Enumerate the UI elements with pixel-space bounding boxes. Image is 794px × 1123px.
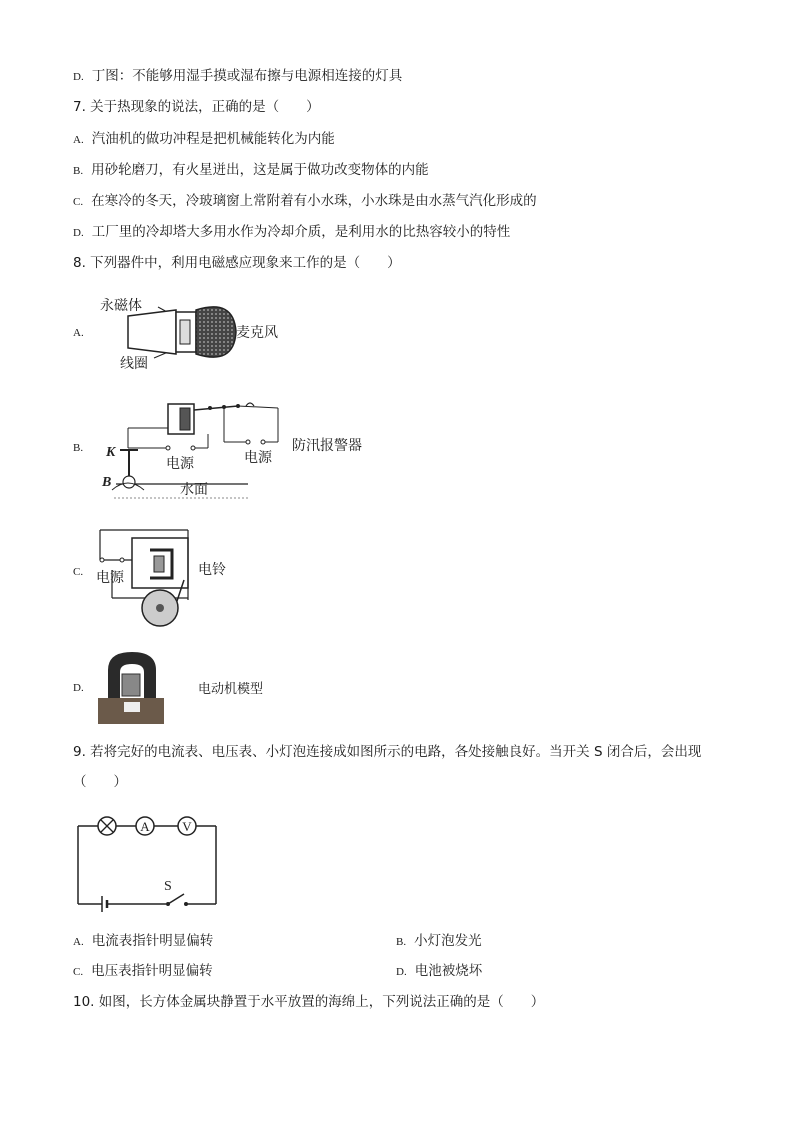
caption-flood-alarm: 防汛报警器 <box>292 438 362 454</box>
electric-bell-figure <box>92 520 252 628</box>
q9-stem-cont: （ ） <box>73 774 127 790</box>
flood-alarm-figure <box>98 398 378 502</box>
option-letter: A. <box>73 936 84 948</box>
option-text: 汽油机的做功冲程是把机械能转化为内能 <box>91 131 335 147</box>
option-letter: A. <box>73 134 84 146</box>
label-power-right: 电源 <box>244 450 272 466</box>
q9-option-a <box>73 932 213 951</box>
microphone-figure <box>98 292 288 374</box>
option-letter: A. <box>73 327 84 339</box>
label-power: 电源 <box>96 570 124 586</box>
ammeter-label: A <box>140 819 150 834</box>
label-permanent-magnet: 永磁体 <box>100 298 142 314</box>
option-letter: C. <box>73 966 84 978</box>
option-letter: B. <box>396 936 407 948</box>
label-power-left: 电源 <box>166 456 194 472</box>
caption-motor-model: 电动机模型 <box>198 682 264 697</box>
switch-label: S <box>164 879 172 894</box>
caption-microphone: 麦克风 <box>236 325 278 341</box>
q7-option-b <box>73 161 429 180</box>
q7-stem: 7. 关于热现象的说法，正确的是（ ） <box>73 99 320 115</box>
q10-stem: 10. 如图，长方体金属块静置于水平放置的海绵上，下列说法正确的是（ ） <box>73 994 545 1010</box>
option-text: 在寒冷的冬天，冷玻璃窗上常附着有小水珠，小水珠是由水蒸气汽化形成的 <box>91 193 537 209</box>
option-letter: D. <box>73 227 84 239</box>
label-k: K <box>106 445 116 460</box>
q9-circuit-diagram <box>76 812 220 914</box>
voltmeter-label: V <box>182 819 192 834</box>
label-b: B <box>102 475 112 490</box>
option-text: 电压表指针明显偏转 <box>91 963 213 979</box>
option-text: 用砂轮磨刀，有火星迸出，这是属于做功改变物体的内能 <box>91 162 429 178</box>
label-coil: 线圈 <box>120 356 148 372</box>
q7-option-d <box>73 223 510 242</box>
q9-option-d <box>396 962 482 981</box>
option-text: 电流表指针明显偏转 <box>91 933 214 949</box>
q8-option-c-letter <box>73 562 91 581</box>
label-water-surface: 水面 <box>180 482 208 498</box>
q8-option-a-letter <box>73 323 92 342</box>
option-letter: D. <box>73 71 84 83</box>
q6-option-d <box>73 67 402 86</box>
option-text: 电池被烧坏 <box>414 963 483 979</box>
q8-stem: 8. 下列器件中，利用电磁感应现象来工作的是（ ） <box>73 255 401 271</box>
q8-option-b-letter <box>73 438 91 457</box>
switch-symbol <box>168 894 184 904</box>
option-letter: D. <box>73 682 84 694</box>
caption-electric-bell: 电铃 <box>198 562 226 578</box>
option-letter: C. <box>73 566 84 578</box>
option-letter: D. <box>396 966 407 978</box>
motor-model-photo <box>98 648 188 724</box>
q9-option-c <box>73 962 213 981</box>
q7-option-a <box>73 130 335 149</box>
option-letter: B. <box>73 165 84 177</box>
q9-option-b <box>396 932 482 951</box>
option-text: 小灯泡发光 <box>414 933 482 949</box>
option-text: 丁图：不能够用湿手摸或湿布擦与电源相连接的灯具 <box>91 68 403 84</box>
q7-option-c <box>73 192 537 211</box>
q9-stem: 9. 若将完好的电流表、电压表、小灯泡连接成如图所示的电路，各处接触良好。当开关 S 闭合后，会出现 <box>73 744 702 760</box>
option-letter: B. <box>73 442 84 454</box>
option-text: 工厂里的冷却塔大多用水作为冷却介质，是利用水的比热容较小的特性 <box>91 224 511 240</box>
option-letter: C. <box>73 196 84 208</box>
q8-option-d-letter <box>73 678 92 697</box>
